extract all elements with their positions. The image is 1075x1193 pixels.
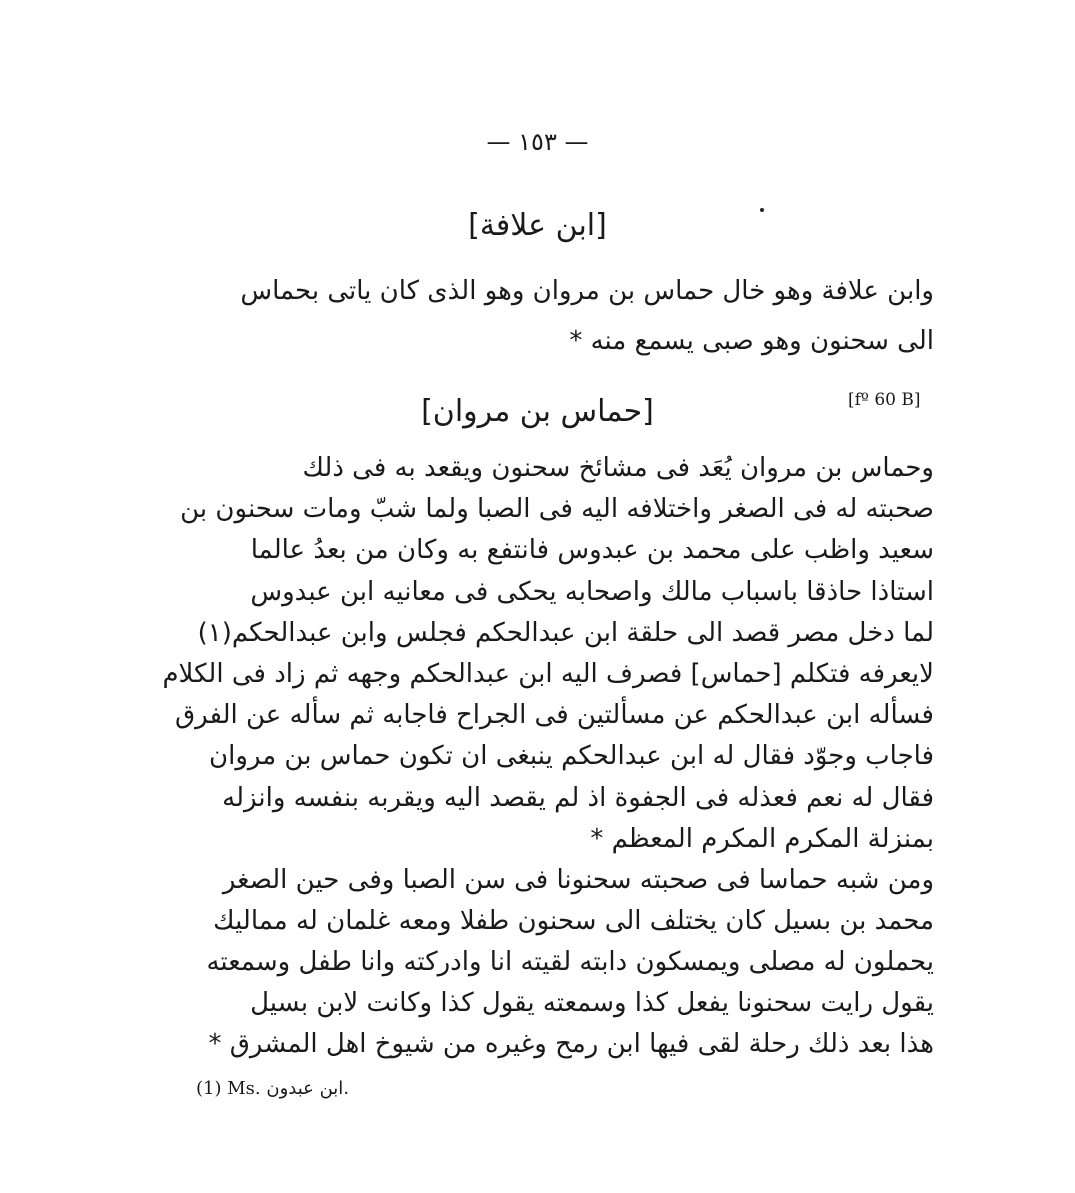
footnote-text: ابن عبدون.: [266, 1078, 350, 1099]
text-line: صحبته له فى الصغر واختلافه اليه فى الصبا ولما شبّ ومات سحنون بن: [180, 494, 934, 525]
paragraph-ibn-alafa: [158, 266, 934, 366]
folio-reference: [fº 60 B]: [848, 390, 921, 410]
text-line: يقول رايت سحنونا يفعل كذا وسمعته يقول كذا وكانت لابن بسيل: [250, 988, 934, 1018]
text-line: وابن علافة وهو خال حماس بن مروان وهو الذى كان ياتى بحماس: [240, 276, 934, 306]
text-line: لايعرفه فتكلم [حماس] فصرف اليه ابن عبدالحكم وجهه ثم زاد فى الكلام: [162, 658, 934, 689]
text-line: يحملون له مصلى ويمسكون دابته لقيته انا وادركته وانا طفل وسمعته: [206, 947, 934, 977]
text-line: فاجاب وجوّد فقال له ابن عبدالحكم ينبغى ان تكون حماس بن مروان: [209, 741, 934, 772]
text-line: هذا بعد ذلك رحلة لقى فيها ابن رمح وغيره من شيوخ اهل المشرق *: [208, 1029, 934, 1059]
text-line: ومن شبه حماسا فى صحبته سحنونا فى سن الصبا وفى حين الصغر: [222, 865, 934, 895]
text-line: محمد بن بسيل كان يختلف الى سحنون طفلا ومعه غلمان له مماليك: [213, 906, 934, 936]
text-line: لما دخل مصر قصد الى حلقة ابن عبدالحكم فجلس وابن عبدالحكم(١): [197, 617, 934, 648]
paragraph-hammas: [158, 448, 934, 860]
section-heading-hammas: [حماس بن مروان]: [421, 394, 654, 429]
text-line: فسأله ابن عبدالحكم عن مسألتين فى الجراح فاجابه ثم سأله عن الفرق: [174, 700, 934, 731]
text-line: سعيد واظب على محمد بن عبدوس فانتفع به وكان من بعدُ عالما: [250, 535, 934, 566]
text-line: الى سحنون وهو صبى يسمع منه *: [569, 326, 934, 356]
text-line: فقال له نعم فعذله فى الجفوة اذ لم يقصد اليه ويقربه بنفسه وانزله: [222, 782, 934, 813]
paragraph-ibn-basil: [158, 860, 934, 1065]
text-line: وحماس بن مروان يُعَد فى مشائخ سحنون ويقعد به فى ذلك: [302, 453, 934, 483]
text-line: استاذا حاذقا باسباب مالك واصحابه يحكى فى معانيه ابن عبدوس: [250, 576, 934, 607]
page-number: — ١٥٣ —: [486, 128, 589, 156]
section-heading-ibn-alafa: [ابن علافة]: [468, 208, 607, 243]
footnote: [196, 1078, 349, 1099]
text-line: بمنزلة المكرم المكرم المعظم *: [590, 823, 934, 854]
footnote-marker: (1) Ms.: [196, 1078, 261, 1099]
